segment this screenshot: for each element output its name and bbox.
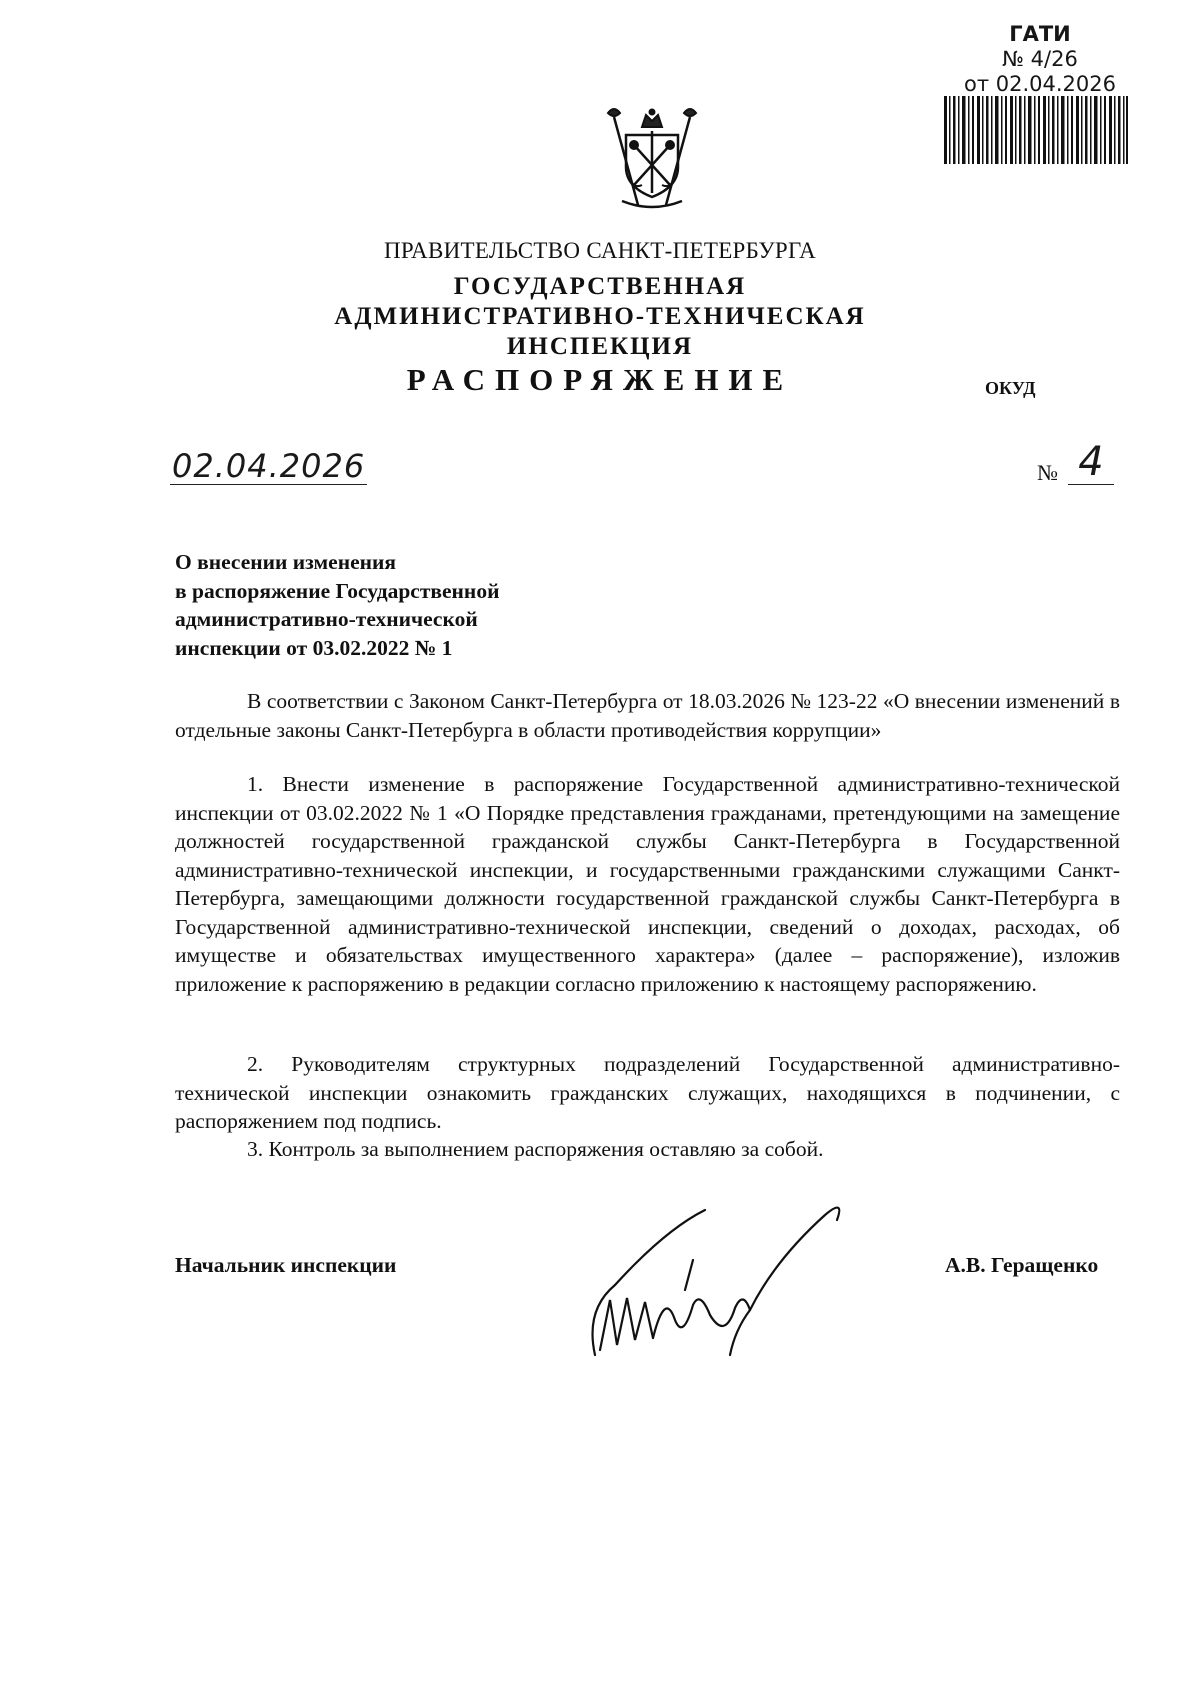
stamp-date: от 02.04.2026 [964,72,1116,96]
okud-label: ОКУД [985,378,1036,398]
item-2-paragraph [175,1050,1120,1136]
coat-of-arms-icon [604,105,700,213]
stamp-number: № 4/26 [1002,47,1078,71]
barcode-icon [944,96,1128,164]
intro-text: В соответствии с Законом Санкт-Петербурга от 18.03.2026 № 123-22 «О внесении изменений в отдельные законы Санкт-Петербурга в области противодействия коррупции» [175,689,1120,742]
government-name: ПРАВИТЕЛЬСТВО САНКТ-ПЕТЕРБУРГА [383,238,817,263]
document-type: РАСПОРЯЖЕНИЕ [406,362,794,397]
agency-line-1: ГОСУДАРСТВЕННАЯ [453,273,747,300]
agency-name [0,272,1200,362]
document-number: 4 [1068,440,1114,485]
subject-line: инспекции от 03.02.2022 № 1 [175,635,453,660]
subject-line: административно-технической [175,607,478,631]
item-3-text: 3. Контроль за выполнением распоряжения оставляю за собой. [247,1137,824,1161]
agency-line-2: АДМИНИСТРАТИВНО-ТЕХНИЧЕСКАЯ [334,303,866,330]
intro-paragraph [175,687,1120,744]
signature-icon [575,1190,905,1365]
subject-line: О внесении изменения [175,550,397,574]
stamp-organization: ГАТИ [1009,22,1071,46]
document-subject [175,548,595,662]
subject-line: в распоряжение Государственной [175,578,500,603]
document-date: 02.04.2026 [172,447,366,485]
number-label: № [1037,460,1058,485]
signer-title: Начальник инспекции [175,1253,397,1277]
item-1-text: 1. Внести изменение в распоряжение Государственной административно-технической инспекции от 03.02.2022 № 1 «О Порядке представления гражданами, претендующими на замещение должностей государственной гражданской службы Санкт-Петербурга в Государственной административно-технической инспекции, и государственными гражданскими служащими Санкт-Петербурга, замещающими должности государственной гражданской службы Санкт-Петербурга в Государственной административно-технической инспекции, сведений о доходах, расходах, об имуществе и обязательствах имущественного характера» (далее – распоряжение), изложив приложение к распоряжению в редакции согласно приложению к настоящему распоряжению. [175,772,1120,996]
signer-name: А.В. Геращенко [945,1253,1099,1277]
item-2-text: 2. Руководителям структурных подразделений Государственной административно-технической инспекции ознакомить гражданских служащих, находящихся в подчинении, с распоряжением под подпись. [175,1052,1120,1133]
item-3-paragraph [175,1135,1120,1164]
registration-stamp [940,22,1140,97]
agency-line-3: ИНСПЕКЦИЯ [506,333,694,360]
item-1-paragraph [175,770,1120,998]
